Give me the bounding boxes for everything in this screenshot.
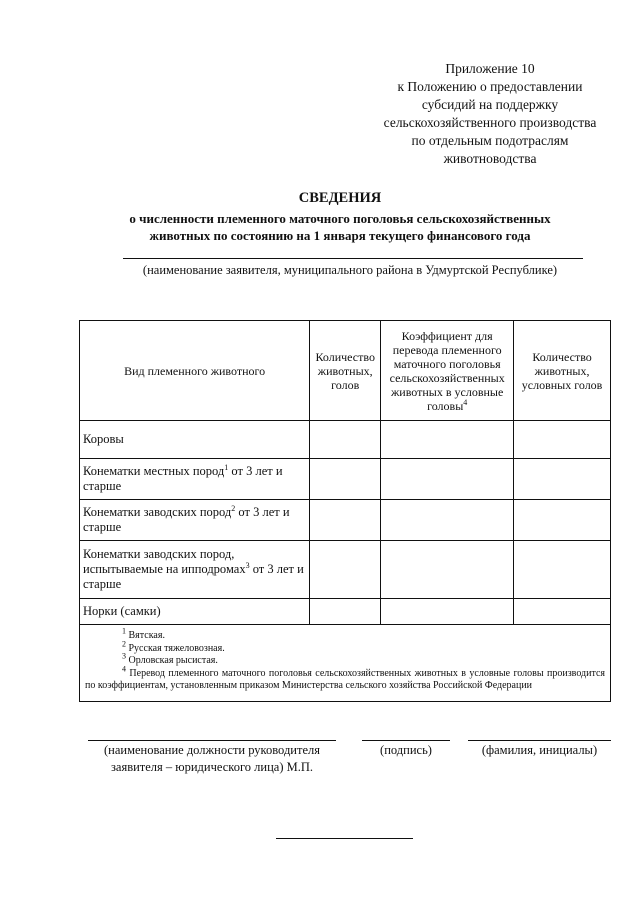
- coefficient-cell[interactable]: [381, 599, 514, 625]
- position-fill-line[interactable]: [88, 740, 336, 741]
- name-caption: (фамилия, инициалы): [481, 743, 598, 757]
- footnote: $^2$ Русская тяжеловозная.: [122, 639, 225, 654]
- column-header-count: Количество животных, голов: [310, 321, 381, 421]
- appendix-line: сельскохозяйственного производства: [383, 115, 597, 130]
- footnote: $^3$ Орловская рысистая.: [122, 651, 218, 666]
- position-caption-line-2: заявителя – юридического лица) М.П.: [110, 760, 314, 774]
- row-label: Конематки местных пород$^1$ от 3 лет и старше: [80, 459, 310, 500]
- appendix-line: субсидий на поддержку: [421, 97, 559, 112]
- coefficient-cell[interactable]: [381, 421, 514, 459]
- footnote-ref: 3: [245, 560, 250, 570]
- footnote-ref: 1: [224, 462, 229, 472]
- signature-fill-line[interactable]: [362, 740, 450, 741]
- footnote-ref: 2: [231, 503, 236, 513]
- coefficient-cell[interactable]: [381, 541, 514, 599]
- footnote-ref: 4: [463, 397, 468, 407]
- column-header-type: Вид племенного животного: [80, 321, 310, 421]
- table-row: [80, 459, 611, 500]
- appendix-line: к Положению о предоставлении: [397, 79, 583, 94]
- subtitle-line-1: о численности племенного маточного поголовья сельскохозяйственных: [129, 211, 551, 226]
- position-caption: [88, 742, 336, 776]
- table-row: [80, 500, 611, 541]
- row-label: Конематки заводских пород$^2$ от 3 лет и старше: [80, 500, 310, 541]
- table-row: [80, 599, 611, 625]
- document-title: СВЕДЕНИЯ: [298, 190, 382, 206]
- row-label: Конематки заводских пород, испытываемые на ипподромах$^3$ от 3 лет и старше: [80, 541, 310, 599]
- coefficient-cell[interactable]: [381, 500, 514, 541]
- row-label: Норки (самки): [80, 599, 310, 625]
- position-caption-line-1: (наименование должности руководителя: [104, 743, 320, 757]
- count-cell[interactable]: [310, 421, 381, 459]
- appendix-line: Приложение 10: [445, 61, 535, 76]
- applicant-fill-line[interactable]: [123, 258, 583, 259]
- count-cell[interactable]: [310, 541, 381, 599]
- appendix-line: животноводства: [443, 151, 537, 166]
- footnote: $^4$ Перевод племенного маточного поголовья сельскохозяйственных животных в условные головы производится по коэффициентам, установленным приказом Министерства сельского хозяйства Российской Федерации: [85, 664, 605, 691]
- column-header-conditional: Количество животных, условных голов: [514, 321, 611, 421]
- livestock-table: [79, 320, 611, 702]
- column-header-coefficient: [381, 321, 514, 421]
- conditional-cell[interactable]: [514, 599, 611, 625]
- coefficient-header-text: Коэффициент для перевода племенного маточного поголовья сельскохозяйственных животных в условные головы: [389, 328, 505, 413]
- count-cell[interactable]: [310, 459, 381, 500]
- table-row: [80, 421, 611, 459]
- row-label: Коровы: [80, 421, 310, 459]
- coefficient-cell[interactable]: [381, 459, 514, 500]
- document-subtitle: [40, 210, 640, 244]
- appendix-line: по отдельным подотраслям: [411, 133, 569, 148]
- footnotes-row: [80, 625, 611, 702]
- subtitle-line-2: животных по состоянию на 1 января текущего финансового года: [149, 228, 531, 243]
- bottom-divider: [276, 838, 413, 839]
- appendix-block: [355, 60, 625, 168]
- name-fill-line[interactable]: [468, 740, 611, 741]
- conditional-cell[interactable]: [514, 421, 611, 459]
- conditional-cell[interactable]: [514, 459, 611, 500]
- footnote: $^1$ Вятская.: [122, 626, 165, 641]
- table-row: [80, 541, 611, 599]
- table-header-row: [80, 321, 611, 421]
- count-cell[interactable]: [310, 599, 381, 625]
- conditional-cell[interactable]: [514, 500, 611, 541]
- conditional-cell[interactable]: [514, 541, 611, 599]
- applicant-caption: (наименование заявителя, муниципального района в Удмуртской Республике): [142, 263, 558, 277]
- signature-caption: (подпись): [380, 743, 432, 757]
- footnotes-cell: [80, 625, 611, 702]
- count-cell[interactable]: [310, 500, 381, 541]
